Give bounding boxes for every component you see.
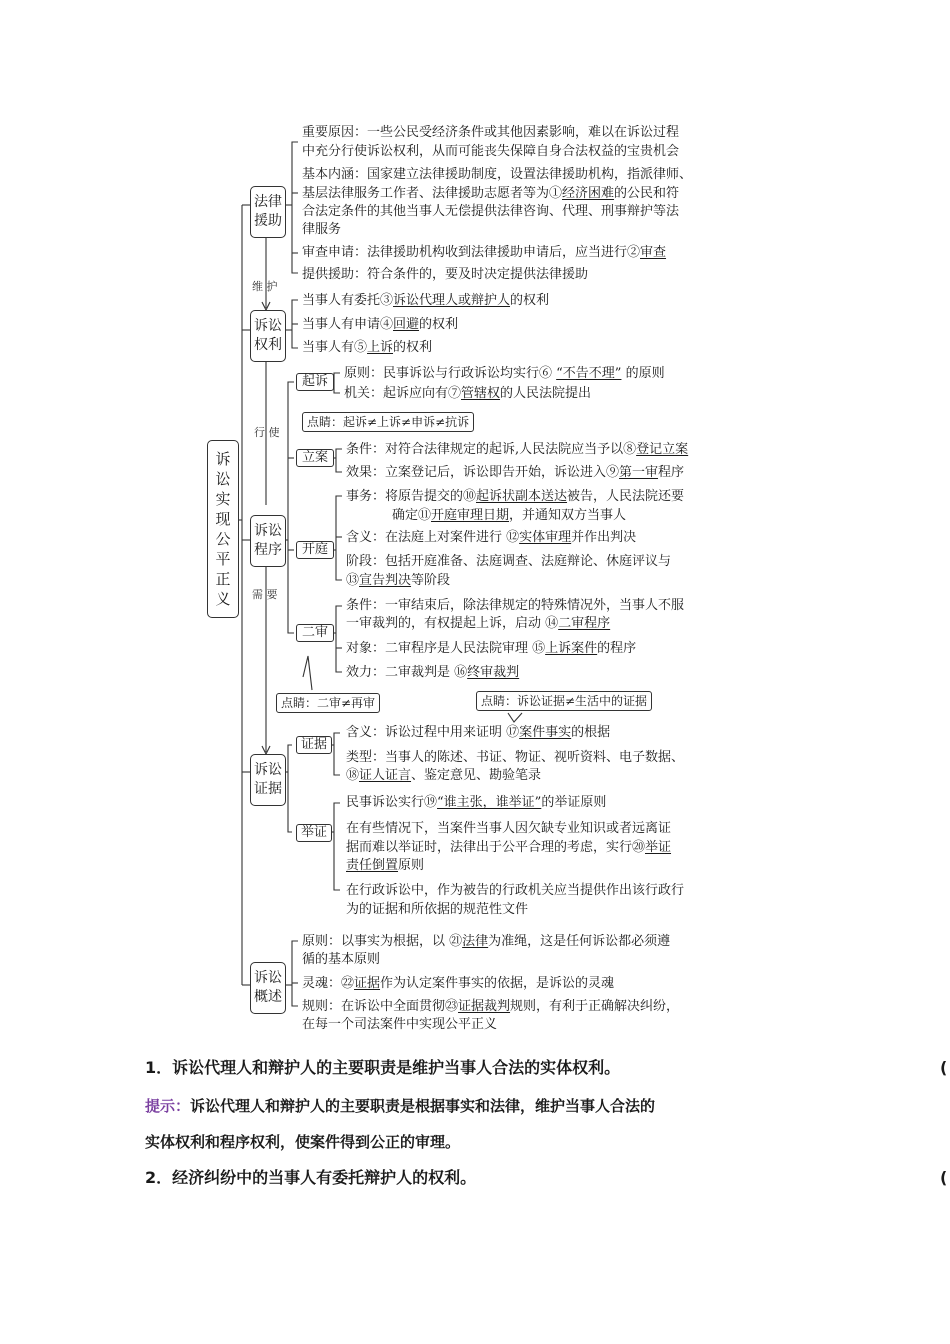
- node-litigation-evidence: 诉讼证据: [250, 754, 286, 806]
- rights-2: 当事人有申请④回避的权利: [302, 317, 459, 332]
- aid-provide: 提供援助：符合条件的，要及时决定提供法律援助: [302, 267, 589, 282]
- overview-rule-2: 在每一个司法案件中实现公平正义: [302, 1017, 498, 1032]
- note-filing: 点睛：起诉≠上诉≠申诉≠抗诉: [302, 412, 474, 432]
- root-node: 诉讼实现公平正义: [207, 440, 239, 618]
- overview-principle-2: 循的基本原则: [302, 952, 381, 967]
- second-condition-1: 条件：一审结束后，除法律规定的特殊情况外，当事人不服: [346, 598, 685, 613]
- filing-organ: 机关：起诉应向有⑦管辖权的人民法院提出: [344, 386, 592, 401]
- answer-paren-2: (: [940, 1168, 948, 1187]
- aid-reason-2: 中充分行使诉讼权利，从而可能丧失保障自身合法权益的宝贵机会: [302, 144, 680, 159]
- question-2: 2．经济纠纷中的当事人有委托辩护人的权利。: [145, 1168, 477, 1187]
- overview-soul: 灵魂：㉒证据作为认定案件事实的依据，是诉讼的灵魂: [302, 976, 615, 991]
- node-filing: 起诉: [296, 373, 334, 391]
- proof-special-2: 据而难以举证时，法律出于公平合理的考虑，实行⑳举证: [346, 840, 672, 855]
- node-proof: 举证: [296, 824, 332, 842]
- node-register: 立案: [296, 449, 334, 467]
- note-second: 点睛：二审≠再审: [276, 693, 380, 713]
- evidence-types-2: ⑱证人证言、鉴定意见、勘验笔录: [346, 768, 542, 783]
- label-exercise: 行 使: [254, 426, 280, 439]
- aid-content-1: 基本内涵：国家建立法律援助制度，设置法律援助机构，指派律师、: [302, 167, 693, 182]
- trial-affairs-2: 确定⑪开庭审理日期，并通知双方当事人: [392, 508, 627, 523]
- filing-principle: 原则：民事诉讼与行政诉讼均实行⑥ “不告不理” 的原则: [344, 366, 665, 381]
- aid-content-3: 合法定条件的其他当事人无偿提供法律咨询、代理、刑事辩护等法: [302, 204, 680, 219]
- second-effect: 效力：二审裁判是 ⑯终审裁判: [346, 665, 520, 680]
- label-need: 需 要: [252, 588, 278, 601]
- trial-stage-2: ⑬宣告判决等阶段: [346, 573, 451, 588]
- node-litigation-overview: 诉讼概述: [250, 962, 286, 1014]
- evidence-meaning: 含义：诉讼过程中用来证明 ⑰案件事实的根据: [346, 725, 611, 740]
- rights-3: 当事人有⑤上诉的权利: [302, 340, 433, 355]
- proof-admin-2: 为的证据和所依据的规范性文件: [346, 902, 529, 917]
- node-second-instance: 二审: [296, 624, 334, 642]
- hint-line-2: 实体权利和程序权利，使案件得到公正的审理。: [145, 1133, 461, 1151]
- proof-admin-1: 在行政诉讼中，作为被告的行政机关应当提供作出该行政行: [346, 883, 685, 898]
- aid-content-4: 律服务: [302, 222, 342, 237]
- overview-rule-1: 规则：在诉讼中全面贯彻㉓证据裁判规则，有利于正确解决纠纷，: [302, 999, 680, 1014]
- answer-paren-1: (: [940, 1058, 948, 1077]
- aid-review: 审查申请：法律援助机构收到法律援助申请后，应当进行②审查: [302, 245, 667, 260]
- node-litigation-rights: 诉讼权利: [250, 310, 286, 362]
- trial-affairs-1: 事务：将原告提交的⑩起诉状副本送达被告，人民法院还要: [346, 489, 685, 504]
- rights-1: 当事人有委托③诉讼代理人或辩护人的权利: [302, 293, 550, 308]
- aid-reason-1: 重要原因：一些公民受经济条件或其他因素影响，难以在诉讼过程: [302, 125, 680, 140]
- trial-meaning: 含义：在法庭上对案件进行 ⑫实体审理并作出判决: [346, 530, 637, 545]
- second-object: 对象：二审程序是人民法院审理 ⑮上诉案件的程序: [346, 641, 637, 656]
- evidence-types-1: 类型：当事人的陈述、书证、物证、视听资料、电子数据、: [346, 750, 685, 765]
- aid-content-2: 基层法律服务工作者、法律援助志愿者等为①经济困难的公民和符: [302, 186, 680, 201]
- hint-line-1: 提示：诉讼代理人和辩护人的主要职责是根据事实和法律，维护当事人合法的: [145, 1097, 656, 1115]
- note-evidence: 点睛：诉讼证据≠生活中的证据: [476, 691, 652, 711]
- proof-principle: 民事诉讼实行⑲“谁主张，谁举证”的举证原则: [346, 795, 607, 810]
- question-1: 1．诉讼代理人和辩护人的主要职责是维护当事人合法的实体权利。: [145, 1058, 621, 1077]
- node-litigation-procedure: 诉讼程序: [250, 515, 286, 567]
- trial-stage-1: 阶段：包括开庭准备、法庭调查、法庭辩论、休庭评议与: [346, 554, 672, 569]
- node-evidence: 证据: [296, 736, 332, 754]
- overview-principle-1: 原则：以事实为根据，以 ㉑法律为准绳，这是任何诉讼都必须遵: [302, 934, 671, 949]
- proof-special-1: 在有些情况下，当案件当事人因欠缺专业知识或者远离证: [346, 821, 672, 836]
- node-trial: 开庭: [296, 541, 334, 559]
- second-condition-2: 一审裁判的，有权提起上诉，启动 ⑭二审程序: [346, 616, 611, 631]
- proof-special-3: 责任倒置原则: [346, 858, 425, 873]
- node-legal-aid: 法律援助: [250, 186, 286, 238]
- register-effect: 效果：立案登记后，诉讼即告开始，诉讼进入⑨第一审程序: [346, 465, 685, 480]
- label-maintain: 维 护: [252, 280, 278, 293]
- register-condition: 条件：对符合法律规定的起诉,人民法院应当予以⑧登记立案: [346, 442, 689, 457]
